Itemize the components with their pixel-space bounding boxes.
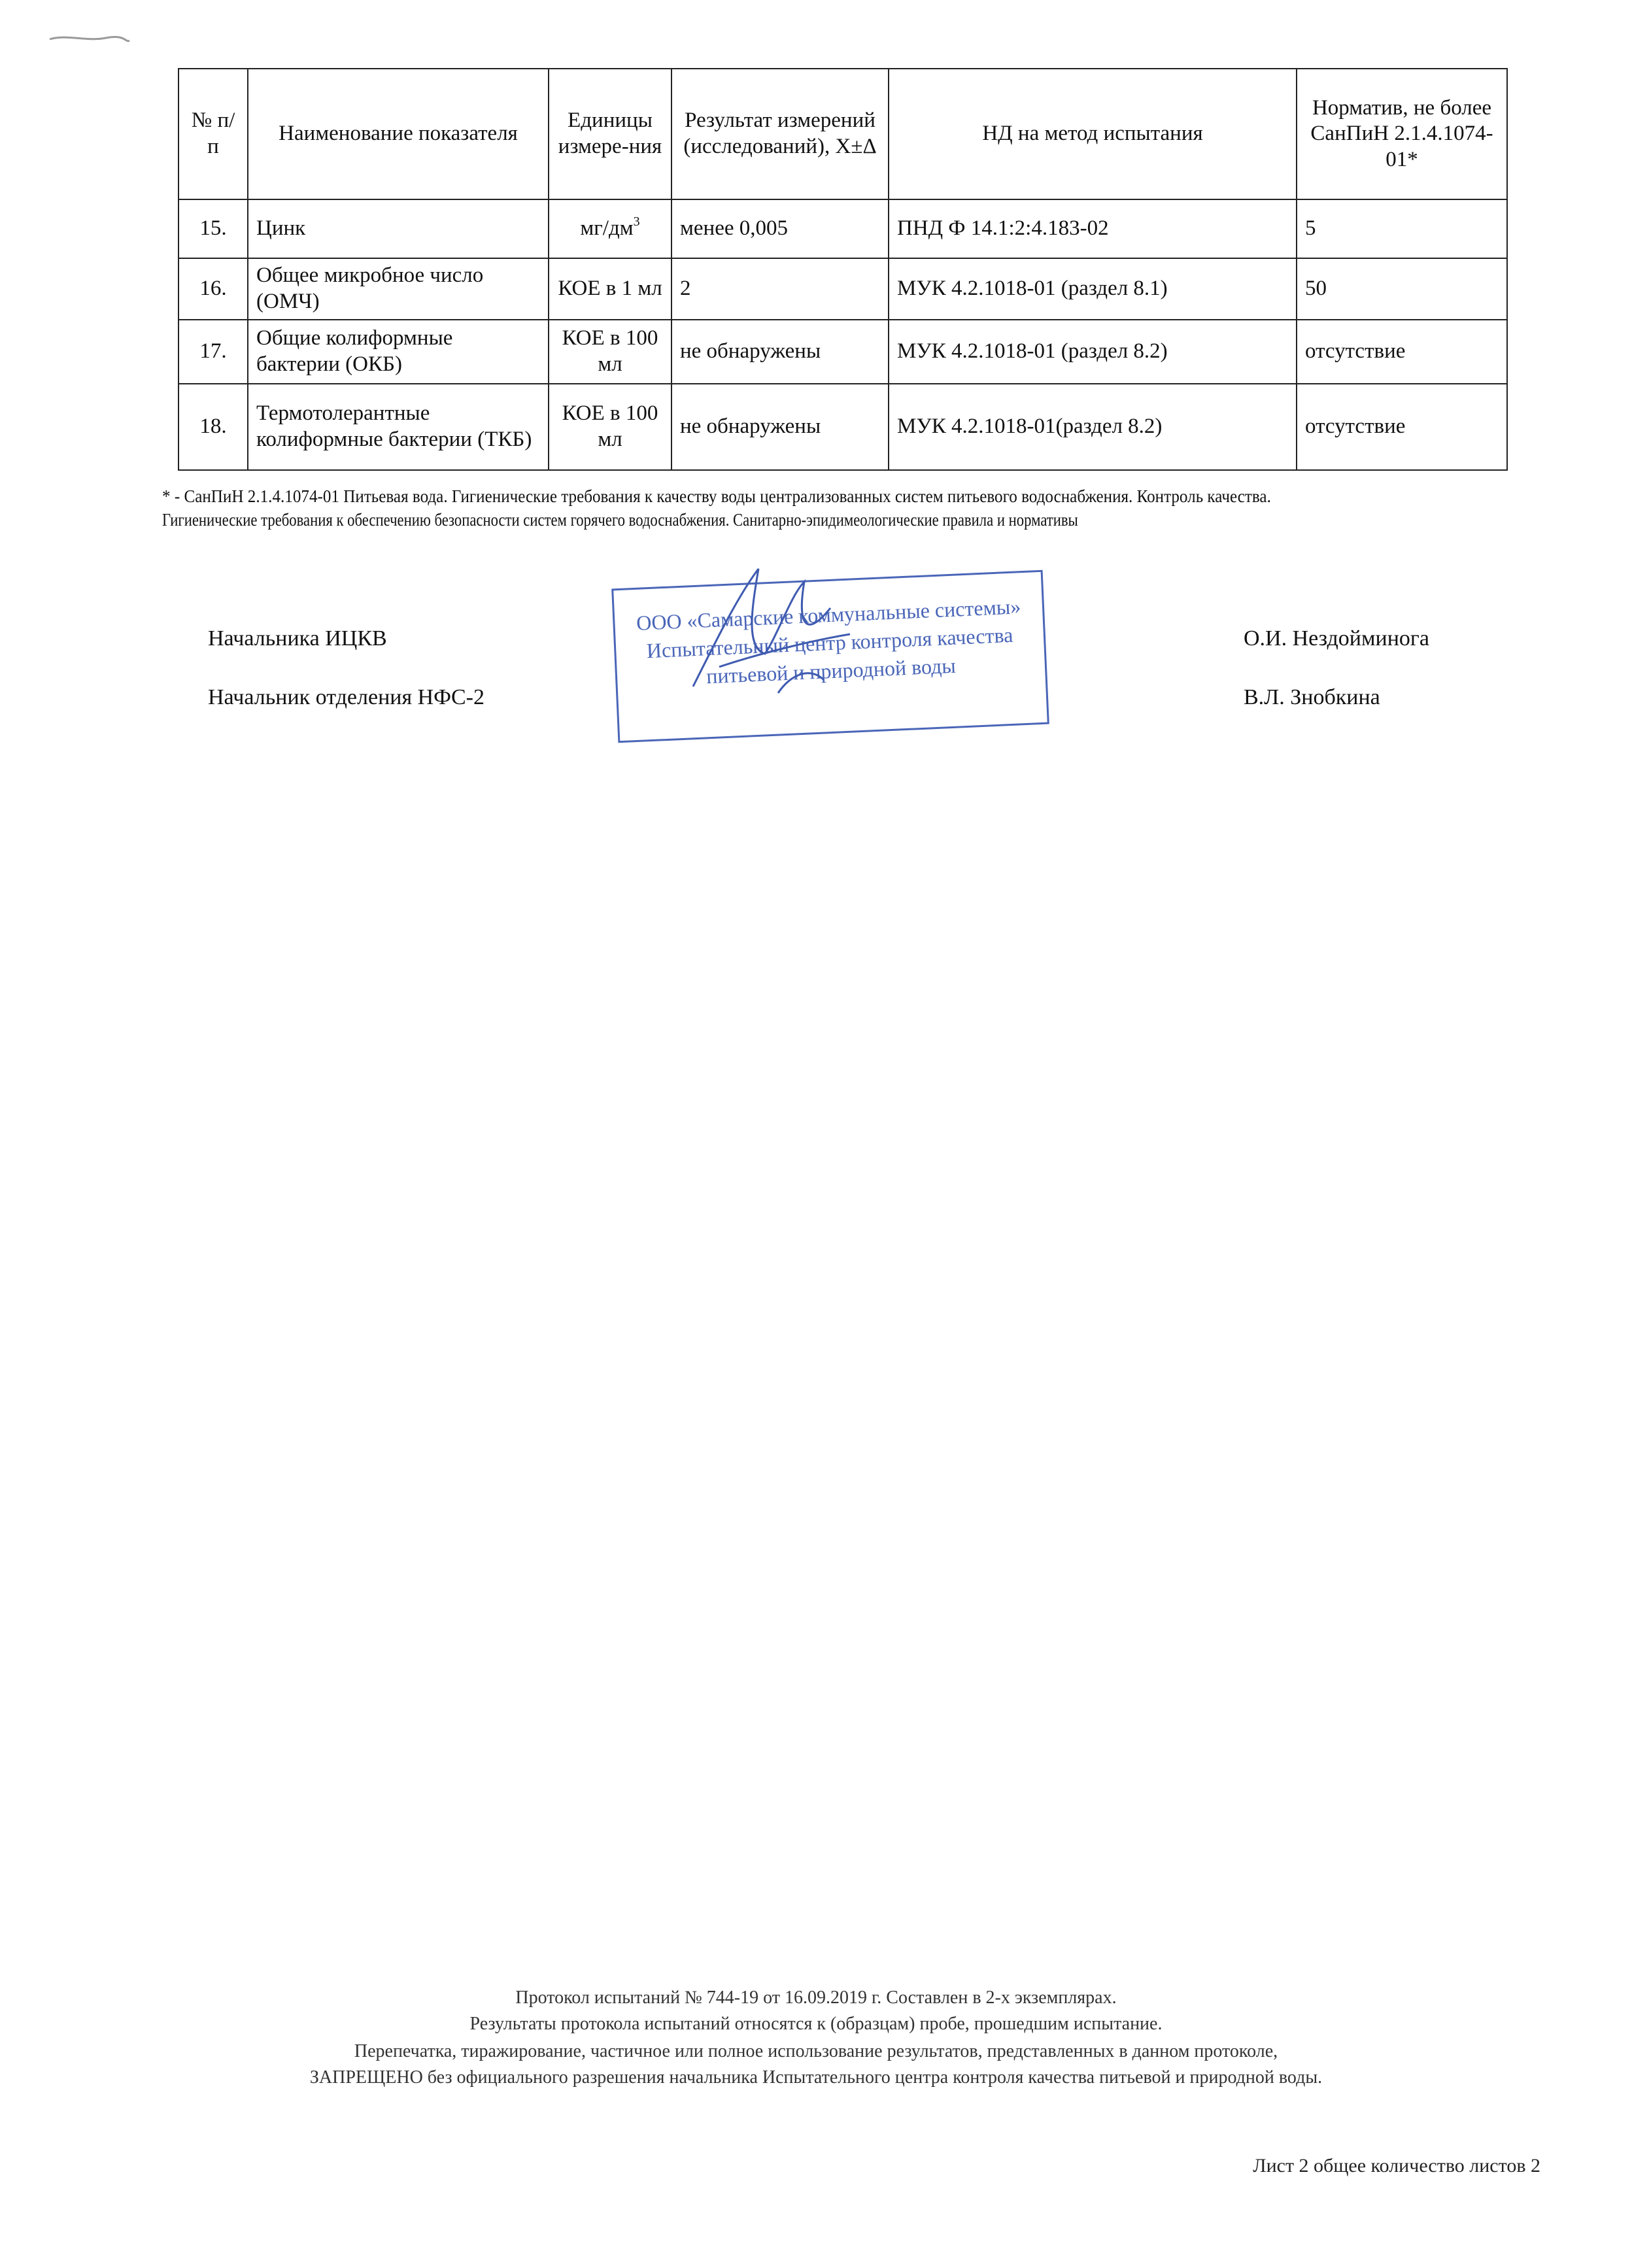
- sheet-counter: Лист 2 общее количество листов 2: [1253, 2155, 1540, 2176]
- stamp-line-3: питьевой и природной воды: [706, 654, 957, 688]
- cell-number: 17.: [178, 320, 248, 384]
- signatory-name-1: О.И. Нездойминога: [1244, 626, 1429, 651]
- cell-unit: КОЕ в 1 мл: [549, 258, 672, 320]
- cell-norm: отсутствие: [1297, 320, 1507, 384]
- table-row: [178, 384, 1507, 470]
- cell-result: менее 0,005: [672, 199, 889, 258]
- scan-artifact-mark: [47, 31, 132, 47]
- results-table: [178, 68, 1508, 471]
- cell-number: 18.: [178, 384, 248, 470]
- table-header-row: [178, 69, 1507, 199]
- unit-superscript: 3: [633, 214, 640, 229]
- table-row: [178, 258, 1507, 320]
- header-norm: Норматив, не более СанПиН 2.1.4.1074-01*: [1297, 69, 1507, 199]
- cell-unit: [549, 199, 672, 258]
- cell-method: МУК 4.2.1018-01 (раздел 8.2): [889, 320, 1297, 384]
- cell-unit: КОЕ в 100 мл: [549, 320, 672, 384]
- cell-result: не обнаружены: [672, 384, 889, 470]
- cell-number: 15.: [178, 199, 248, 258]
- footer-copy-line: Перепечатка, тиражирование, частичное или полное использование результатов, представленных в данном протоколе,: [354, 2041, 1278, 2061]
- signatory-title-2: Начальник отделения НФС-2: [208, 685, 485, 709]
- handwritten-signature: [680, 556, 863, 713]
- stamp-line-1: ООО «Самарские коммунальные системы»: [636, 594, 1021, 635]
- cell-result: не обнаружены: [672, 320, 889, 384]
- cell-norm: 5: [1297, 199, 1507, 258]
- table-row: [178, 320, 1507, 384]
- signatory-title-1: Начальника ИЦКВ: [208, 626, 387, 651]
- cell-unit: КОЕ в 100 мл: [549, 384, 672, 470]
- footer-prohibition-line: ЗАПРЕЩЕНО без официального разрешения начальника Испытательного центра контроля качества питьевой и природной воды.: [309, 2067, 1323, 2088]
- cell-result: 2: [672, 258, 889, 320]
- cell-name: Общее микробное число (ОМЧ): [248, 258, 549, 320]
- cell-method: МУК 4.2.1018-01(раздел 8.2): [889, 384, 1297, 470]
- header-result: Результат измерений (исследований), X±Δ: [672, 69, 889, 199]
- cell-number: 16.: [178, 258, 248, 320]
- header-units: Единицы измере-ния: [549, 69, 672, 199]
- footnote-line-1: * - СанПиН 2.1.4.1074-01 Питьевая вода. Гигиенические требования к качеству воды централизованных систем питьевого водоснабжения. Контроль качества.: [162, 486, 1271, 506]
- footer-protocol-line: Протокол испытаний № 744-19 от 16.09.2019 г. Составлен в 2-х экземплярах.: [515, 1988, 1117, 2008]
- cell-norm: 50: [1297, 258, 1507, 320]
- unit-text: мг/дм: [580, 216, 634, 241]
- footer-results-line: Результаты протокола испытаний относятся к (образцам) пробе, прошедшим испытание.: [469, 2014, 1163, 2034]
- footnote-line-2: Гигиенические требования к обеспечению безопасности систем горячего водоснабжения. Санитарно-эпидимеологические правила и нормативы: [162, 510, 1078, 530]
- signatory-name-2: В.Л. Знобкина: [1244, 685, 1380, 709]
- stamp-line-2: Испытательный центр контроля качества: [646, 622, 1014, 663]
- header-method: НД на метод испытания: [889, 69, 1297, 199]
- cell-method: МУК 4.2.1018-01 (раздел 8.1): [889, 258, 1297, 320]
- header-number: № п/п: [178, 69, 248, 199]
- cell-name: Общие колиформные бактерии (ОКБ): [248, 320, 549, 384]
- cell-method: ПНД Ф 14.1:2:4.183-02: [889, 199, 1297, 258]
- cell-name: Цинк: [248, 199, 549, 258]
- cell-name: Термотолерантные колиформные бактерии (ТКБ): [248, 384, 549, 470]
- header-indicator-name: Наименование показателя: [248, 69, 549, 199]
- table-row: [178, 199, 1507, 258]
- cell-norm: отсутствие: [1297, 384, 1507, 470]
